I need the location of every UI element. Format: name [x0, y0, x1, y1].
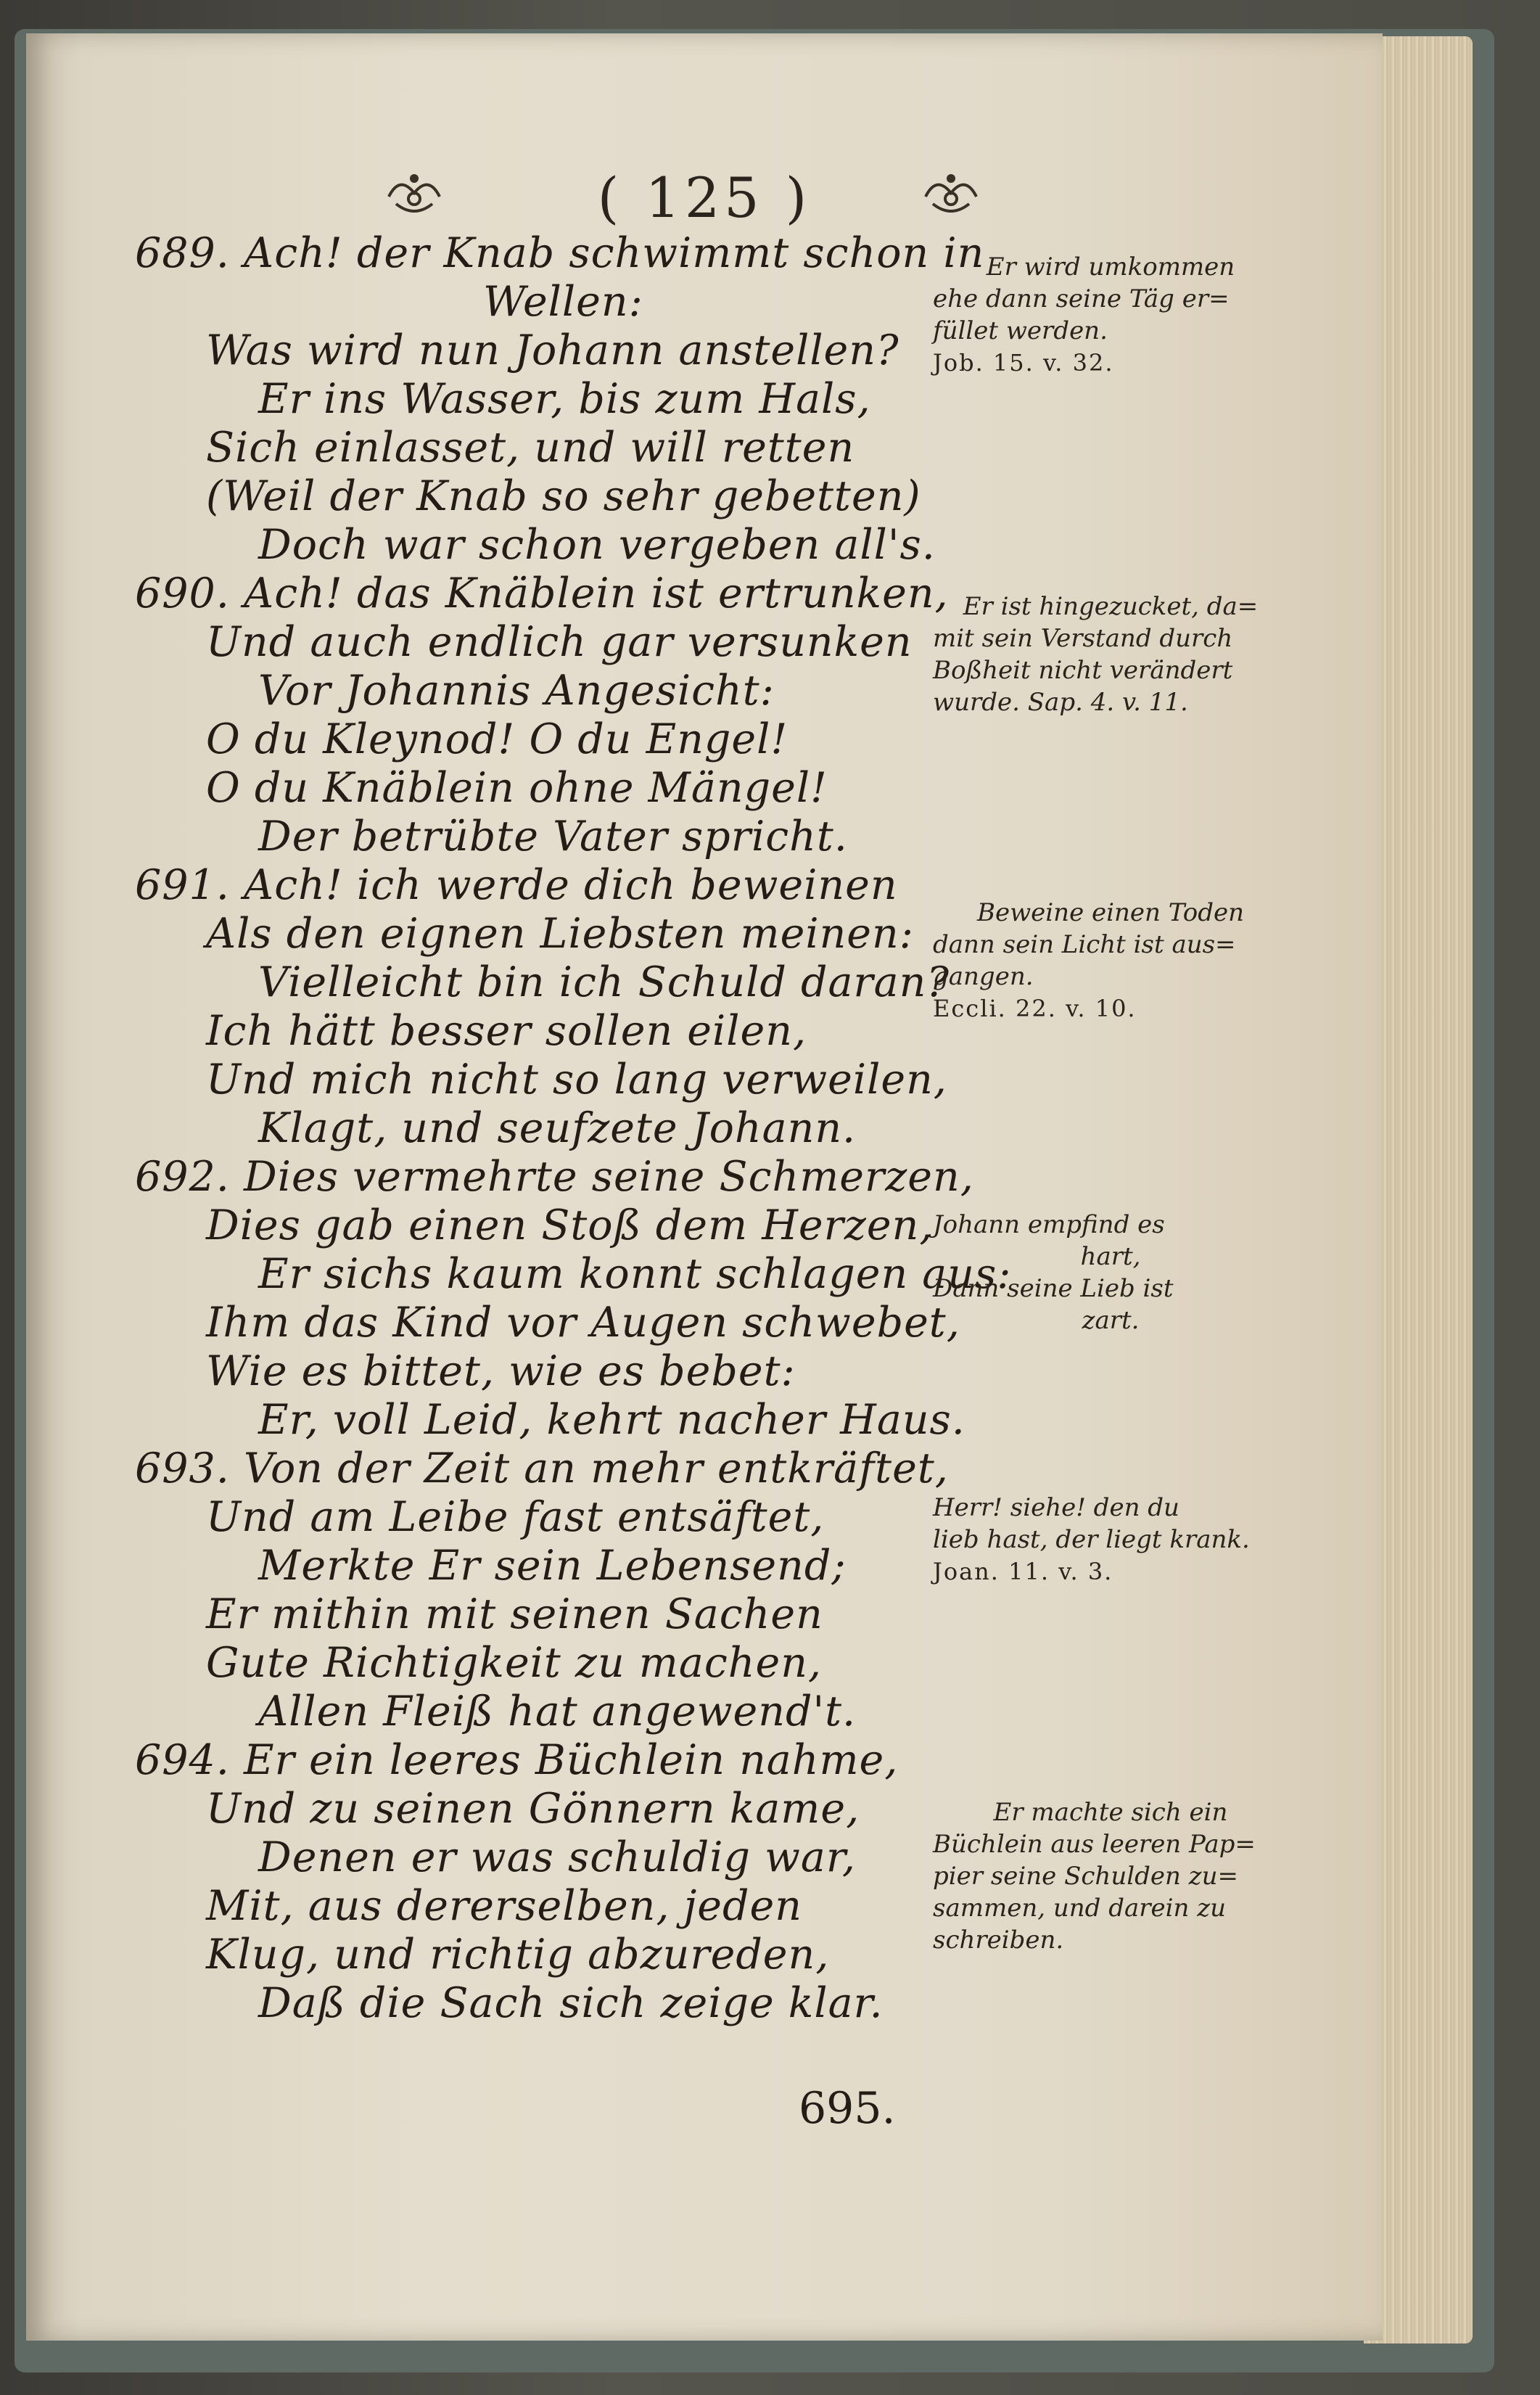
catchword: 695.	[799, 2083, 896, 2134]
page-number: ( 125 )	[597, 165, 812, 230]
note-line: gangen.	[933, 962, 1034, 991]
note-line: füllet werden.	[933, 316, 1108, 345]
page-header	[26, 157, 1383, 237]
stanza-693	[135, 1445, 962, 1736]
book-page	[26, 33, 1383, 2341]
verse-line: Wellen:	[483, 278, 643, 326]
note-line: lieb hast, der liegt krank.	[933, 1525, 1250, 1554]
fleuron-right-icon	[918, 164, 984, 222]
verse-line: Er, voll Leid, kehrt nacher Haus.	[258, 1396, 965, 1444]
verse-line: Vor Johannis Angesicht:	[258, 667, 775, 715]
note-line: Er ist hingezucket, da=	[963, 592, 1259, 621]
fleuron-left-icon	[382, 164, 447, 222]
verse-line: Was wird nun Johann anstellen?	[206, 326, 899, 374]
verse-line: Merkte Er sein Lebensend;	[258, 1542, 847, 1590]
verse-line: Klug, und richtig abzureden,	[206, 1931, 830, 1979]
margin-note	[933, 1796, 1288, 1956]
stanza-694	[135, 1736, 962, 2028]
verse-line: Daß die Sach sich zeige klar.	[258, 1979, 884, 2027]
verse-line: Klagt, und seufzete Johann.	[258, 1104, 857, 1152]
note-line: sammen, und darein zu	[933, 1894, 1226, 1923]
note-line: Beweine einen Toden	[976, 898, 1245, 927]
verse-line: (Weil der Knab so sehr gebetten)	[206, 472, 921, 520]
margin-note	[933, 591, 1288, 718]
note-line: pier seine Schulden zu=	[933, 1862, 1238, 1891]
stanza-692	[135, 1153, 1012, 1445]
verse-line: Und am Leibe fast entsäftet,	[206, 1493, 825, 1541]
verse-line: Er sichs kaum konnt schlagen aus:	[258, 1250, 1012, 1298]
note-line: Herr! siehe! den du	[933, 1493, 1179, 1522]
note-reference: wurde. Sap. 4. v. 11.	[933, 688, 1188, 717]
note-line: Boßheit nicht verändert	[933, 656, 1233, 685]
note-line: Er wird umkommen	[986, 252, 1235, 282]
verse-line: Und auch endlich gar versunken	[206, 618, 913, 666]
verse-line: Wie es bittet, wie es bebet:	[206, 1347, 796, 1395]
verse-line: 693. Von der Zeit an mehr entkräftet,	[135, 1445, 949, 1492]
stanza-690	[135, 570, 962, 861]
verse-line: Denen er was schuldig war,	[258, 1833, 856, 1881]
note-reference: Job. 15. v. 32.	[933, 349, 1114, 377]
verse-line: 692. Dies vermehrte seine Schmerzen,	[135, 1153, 974, 1201]
stanza-691	[135, 861, 962, 1153]
note-line: mit sein Verstand durch	[933, 624, 1233, 653]
verse-line: Sich einlasset, und will retten	[206, 424, 855, 472]
margin-note	[933, 897, 1288, 1024]
margin-note	[933, 1492, 1288, 1587]
verse-line: O du Kleynod! O du Engel!	[206, 715, 788, 763]
verse-line: Ihm das Kind vor Augen schwebet,	[206, 1299, 960, 1347]
note-line: zart.	[1082, 1306, 1140, 1335]
verse-line: Und zu seinen Gönnern kame,	[206, 1785, 860, 1833]
verse-line: 690. Ach! das Knäblein ist ertrunken,	[135, 570, 949, 617]
verse-line: O du Knäblein ohne Mängel!	[206, 764, 828, 812]
verse-line: Als den eignen Liebsten meinen:	[206, 910, 914, 958]
verse-line: 694. Er ein leeres Büchlein nahme,	[135, 1736, 899, 1784]
note-line: Dann seine Lieb ist	[933, 1274, 1174, 1303]
note-line: Johann empfind es	[933, 1210, 1165, 1239]
verse-line: Ich hätt besser sollen eilen,	[206, 1007, 807, 1055]
verse-line: Dies gab einen Stoß dem Herzen,	[206, 1201, 934, 1249]
note-line: ehe dann seine Täg er=	[933, 284, 1230, 313]
verse-line: Doch war schon vergeben all's.	[258, 521, 936, 569]
margin-note	[933, 1209, 1288, 1336]
margin-note	[933, 251, 1288, 379]
verse-line: 689. Ach! der Knab schwimmt schon in	[135, 229, 985, 277]
note-line: hart,	[1080, 1242, 1141, 1271]
verse-line: Der betrübte Vater spricht.	[258, 813, 848, 860]
note-line: dann sein Licht ist aus=	[933, 930, 1236, 959]
verse-line: Mit, aus dererselben, jeden	[206, 1882, 802, 1930]
note-line: Er machte sich ein	[993, 1798, 1228, 1827]
verse-line: Er ins Wasser, bis zum Hals,	[258, 375, 871, 423]
note-reference: Joan. 11. v. 3.	[933, 1558, 1113, 1585]
verse-line: 691. Ach! ich werde dich beweinen	[135, 861, 898, 909]
note-line: schreiben.	[933, 1926, 1064, 1955]
stanza-689	[135, 229, 985, 570]
verse-line: Vielleicht bin ich Schuld daran?	[258, 958, 950, 1006]
verse-line: Gute Richtigkeit zu machen,	[206, 1639, 823, 1687]
note-line: Büchlein aus leeren Pap=	[933, 1830, 1256, 1859]
note-reference: Eccli. 22. v. 10.	[933, 995, 1137, 1022]
verse-line: Allen Fleiß hat angewend't.	[258, 1688, 857, 1735]
verse-line: Und mich nicht so lang verweilen,	[206, 1056, 947, 1104]
verse-line: Er mithin mit seinen Sachen	[206, 1590, 823, 1638]
